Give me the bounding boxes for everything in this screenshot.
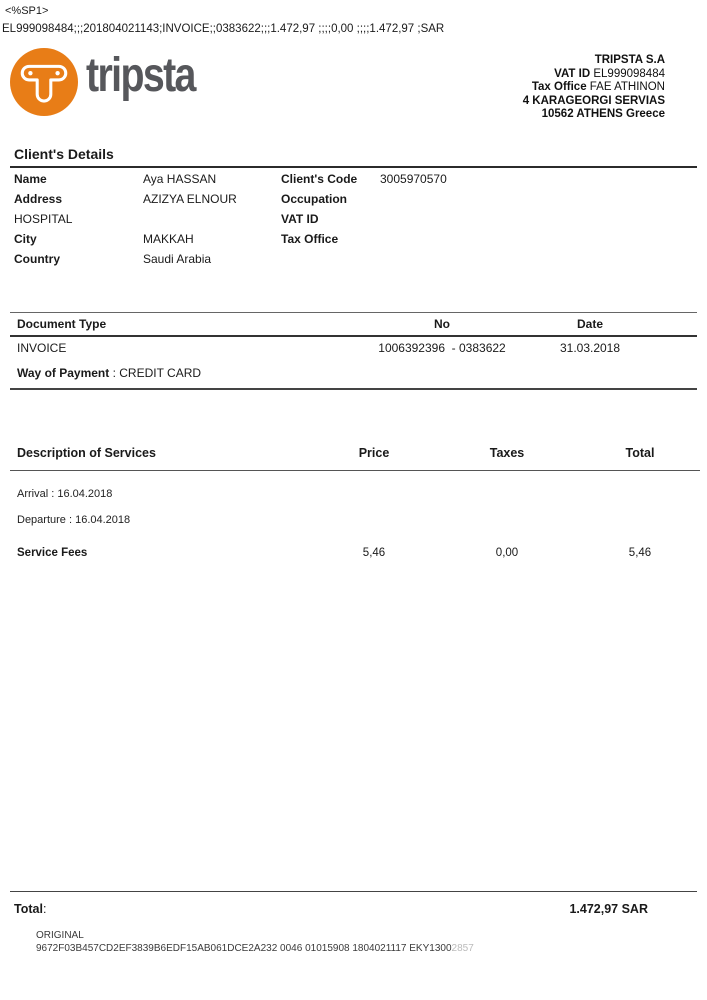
total-value: 1.472,97 SAR bbox=[569, 902, 648, 916]
client-label-name: Name bbox=[14, 172, 47, 186]
client-label-address: Address bbox=[14, 192, 63, 206]
total-section bbox=[10, 891, 697, 916]
client-value-occupation bbox=[380, 189, 697, 209]
client-value-name: Aya HASSAN bbox=[143, 172, 217, 186]
document-type-value: INVOICE bbox=[17, 341, 67, 355]
services-description-header: Description of Services bbox=[17, 446, 156, 460]
client-label-vat-id: VAT ID bbox=[281, 212, 319, 226]
client-details-title: Client's Details bbox=[10, 145, 697, 168]
document-date-header: Date bbox=[576, 317, 603, 331]
client-empty-label bbox=[281, 249, 380, 269]
way-of-payment-label: Way of Payment bbox=[17, 366, 110, 380]
company-tax-office-value: FAE ATHINON bbox=[589, 81, 665, 94]
client-value-tax-office bbox=[380, 229, 697, 249]
services-taxes-header: Taxes bbox=[489, 446, 525, 460]
invoice-footer bbox=[36, 929, 474, 955]
client-details-table bbox=[10, 169, 697, 269]
document-table-row bbox=[10, 337, 697, 359]
company-vat-label: VAT ID bbox=[554, 67, 591, 80]
departure-line: Departure : 16.04.2018 bbox=[17, 514, 131, 526]
document-type-header: Document Type bbox=[17, 317, 107, 331]
total-label-text: Total bbox=[14, 902, 43, 916]
client-label-city: City bbox=[14, 232, 37, 246]
spacer bbox=[655, 337, 697, 359]
document-no-value: 1006392396 - 0383622 bbox=[378, 341, 506, 355]
services-section bbox=[10, 444, 700, 559]
client-empty-cell bbox=[143, 209, 281, 229]
company-tax-office-line bbox=[523, 81, 665, 95]
service-fees-price: 5,46 bbox=[362, 547, 386, 559]
client-label-code: Client's Code bbox=[281, 172, 358, 186]
spacer bbox=[517, 313, 525, 335]
spacer bbox=[655, 313, 697, 335]
client-value-country: Saudi Arabia bbox=[143, 252, 212, 266]
services-table-header bbox=[10, 444, 700, 471]
document-date-value: 31.03.2018 bbox=[559, 341, 621, 355]
client-details-section bbox=[10, 145, 697, 269]
client-value-city: MAKKAH bbox=[143, 232, 194, 246]
client-label-country: Country bbox=[14, 252, 60, 266]
services-total-header: Total bbox=[625, 446, 655, 460]
service-fees-label: Service Fees bbox=[17, 547, 88, 559]
company-details-block bbox=[523, 54, 665, 122]
signature-hash-light: 2857 bbox=[451, 943, 474, 954]
way-of-payment-row bbox=[10, 366, 697, 390]
service-fees-taxes: 0,00 bbox=[495, 547, 519, 559]
spacer bbox=[517, 337, 525, 359]
services-price-header: Price bbox=[358, 446, 390, 460]
invoice-header bbox=[10, 48, 697, 123]
service-fees-total: 5,46 bbox=[628, 547, 652, 559]
client-address-line2: HOSPITAL bbox=[14, 212, 73, 226]
copy-type-label: ORIGINAL bbox=[36, 930, 84, 941]
document-no-header: No bbox=[434, 317, 450, 331]
total-row bbox=[10, 892, 697, 916]
client-value-vat-id bbox=[380, 209, 697, 229]
print-control-tag: <%SP1> bbox=[5, 5, 49, 17]
signature-hash-dark: 9672F03B457CD2EF3839B6EDF15AB061DCE2A232 0046 01015908 1804021117 EKY1300 bbox=[36, 943, 452, 954]
tripsta-logo-icon bbox=[10, 48, 78, 116]
company-tax-office-label: Tax Office bbox=[531, 81, 587, 94]
machine-readable-line: EL999098484;;;201804021143;INVOICE;;0383622;;;1.472,97 ;;;;0,00 ;;;;1.472,97 ;SAR bbox=[2, 23, 445, 35]
client-label-tax-office: Tax Office bbox=[281, 232, 339, 246]
client-value-address: AZIZYA ELNOUR bbox=[143, 192, 237, 206]
company-vat-line bbox=[523, 68, 665, 82]
document-table-header bbox=[10, 313, 697, 337]
total-label bbox=[10, 902, 46, 916]
company-city: 10562 ATHENS Greece bbox=[541, 108, 665, 121]
way-of-payment-value: : CREDIT CARD bbox=[112, 366, 202, 380]
company-name: TRIPSTA S.A bbox=[594, 54, 665, 66]
tripsta-wordmark: tripsta bbox=[86, 49, 195, 102]
company-street: 4 KARAGEORGI SERVIAS bbox=[522, 94, 665, 107]
service-fees-row bbox=[10, 547, 700, 559]
client-empty-value bbox=[380, 249, 697, 269]
client-value-code: 3005970570 bbox=[380, 172, 447, 186]
total-colon: : bbox=[42, 902, 47, 916]
company-vat-value: EL999098484 bbox=[593, 67, 665, 80]
signature-hash-line bbox=[36, 942, 474, 955]
arrival-line: Arrival : 16.04.2018 bbox=[17, 488, 113, 500]
client-label-occupation: Occupation bbox=[281, 192, 348, 206]
document-type-section bbox=[10, 312, 697, 359]
